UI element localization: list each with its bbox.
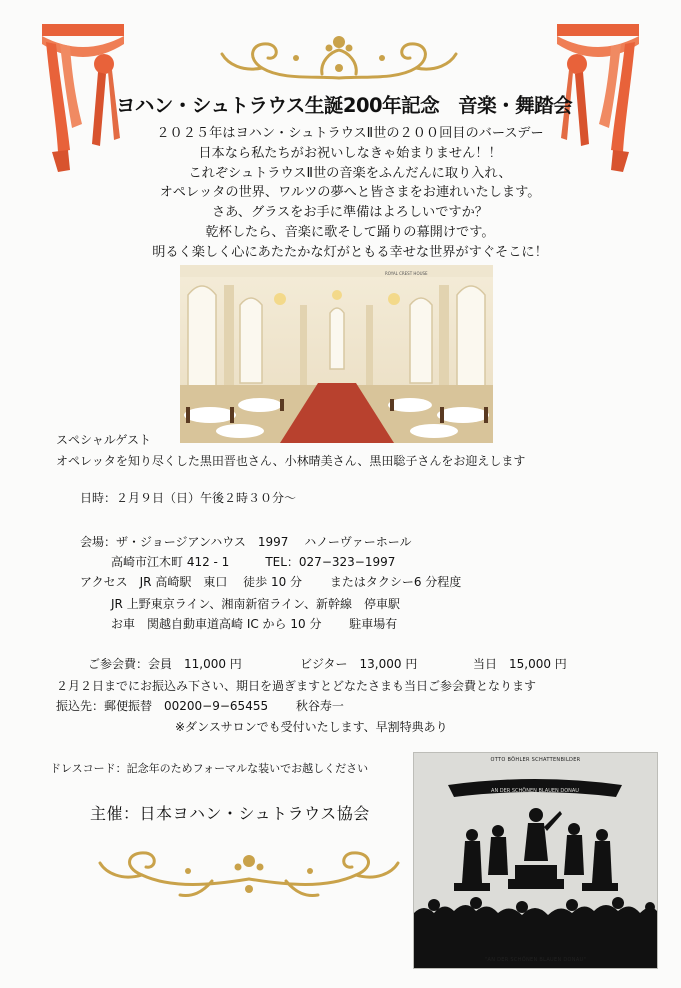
poster-banner-text: AN DER SCHÖNEN BLAUEN DONAU: [491, 788, 579, 794]
poster-footer-text: "AN DER SCHÖNEN BLAUEN DONAU": [484, 957, 587, 963]
venue-line: 会場：ザ・ジョージアンハウス 1997 ハノーヴァーホール: [80, 535, 412, 549]
poster-header-text: OTTO BÖHLER SCHATTENBILDER: [490, 757, 581, 763]
page-title: ヨハン・シュトラウス生誕200年記念 音楽・舞踏会: [115, 94, 573, 117]
photo-caption: ROYAL CREST HOUSE: [385, 271, 428, 276]
ballroom-photo: [180, 265, 493, 443]
intro-line: 乾杯したら、音楽に歌そして踊りの幕開けです。: [205, 224, 495, 240]
intro-line: さあ、グラスをお手に準備はよろしいですか？: [211, 205, 488, 221]
intro-line: 明るく楽しく心にあたたかな灯がともる幸せな世界がすぐそこに！: [152, 244, 548, 260]
gold-flourish-bottom-ornament: [92, 845, 407, 901]
dance-salon-note: ※ダンスサロンでも受付いたします、早割特典あり: [175, 720, 448, 734]
event-datetime: 日時：２月９日（日）午後２時３０分〜: [80, 491, 297, 505]
silhouette-poster: [413, 752, 658, 969]
ballroom-illustration: [180, 265, 493, 443]
access-line: アクセス JR 高崎駅 東口 徒歩 10 分 またはタクシー6 分程度: [80, 575, 462, 589]
payment-note: ２月２日までにお振込み下さい、期日を過ぎますとどなたさまも当日ご参会費となります: [56, 679, 537, 693]
silhouette-illustration: [414, 753, 657, 968]
access-car: お車 関越自動車道高崎 IC から 10 分 駐車場有: [111, 617, 398, 631]
special-guest-text: オペレッタを知り尽くした黒田晋也さん、小林晴美さん、黒田聡子さんをお迎えします: [56, 454, 526, 468]
intro-line: これぞシュトラウスⅡ世の音楽をふんだんに取り入れ、: [188, 165, 512, 181]
payment-account: 振込先：郵便振替 00200−9−65455 秋谷寿一: [56, 699, 344, 713]
dress-code: ドレスコード：記念年のためフォーマルな装いでお越しください: [50, 762, 369, 775]
intro-line: オペレッタの世界、ワルツの夢へと皆さまをお連れいたします。: [159, 185, 541, 201]
special-guest-heading: スペシャルゲスト: [56, 433, 152, 447]
access-trains: JR 上野東京ライン、湘南新宿ライン、新幹線 停車駅: [111, 597, 401, 611]
fee-visitor: ビジター 13,000 円: [300, 657, 418, 671]
gold-flourish-top-ornament: [212, 28, 467, 86]
intro-paragraph: [60, 124, 640, 263]
intro-line: 日本なら私たちがお祝いしなきゃ始まりません！！: [198, 145, 502, 161]
venue-address: 高崎市江木町 412 - 1 TEL：027−323−1997: [111, 555, 396, 569]
fee-member: ご参会費：会員 11,000 円: [88, 657, 242, 671]
intro-line: ２０２５年はヨハン・シュトラウスⅡ世の２００回目のバースデー: [156, 126, 544, 141]
organizer: 主催：日本ヨハン・シュトラウス協会: [90, 804, 370, 823]
fee-sameday: 当日 15,000 円: [473, 657, 567, 671]
